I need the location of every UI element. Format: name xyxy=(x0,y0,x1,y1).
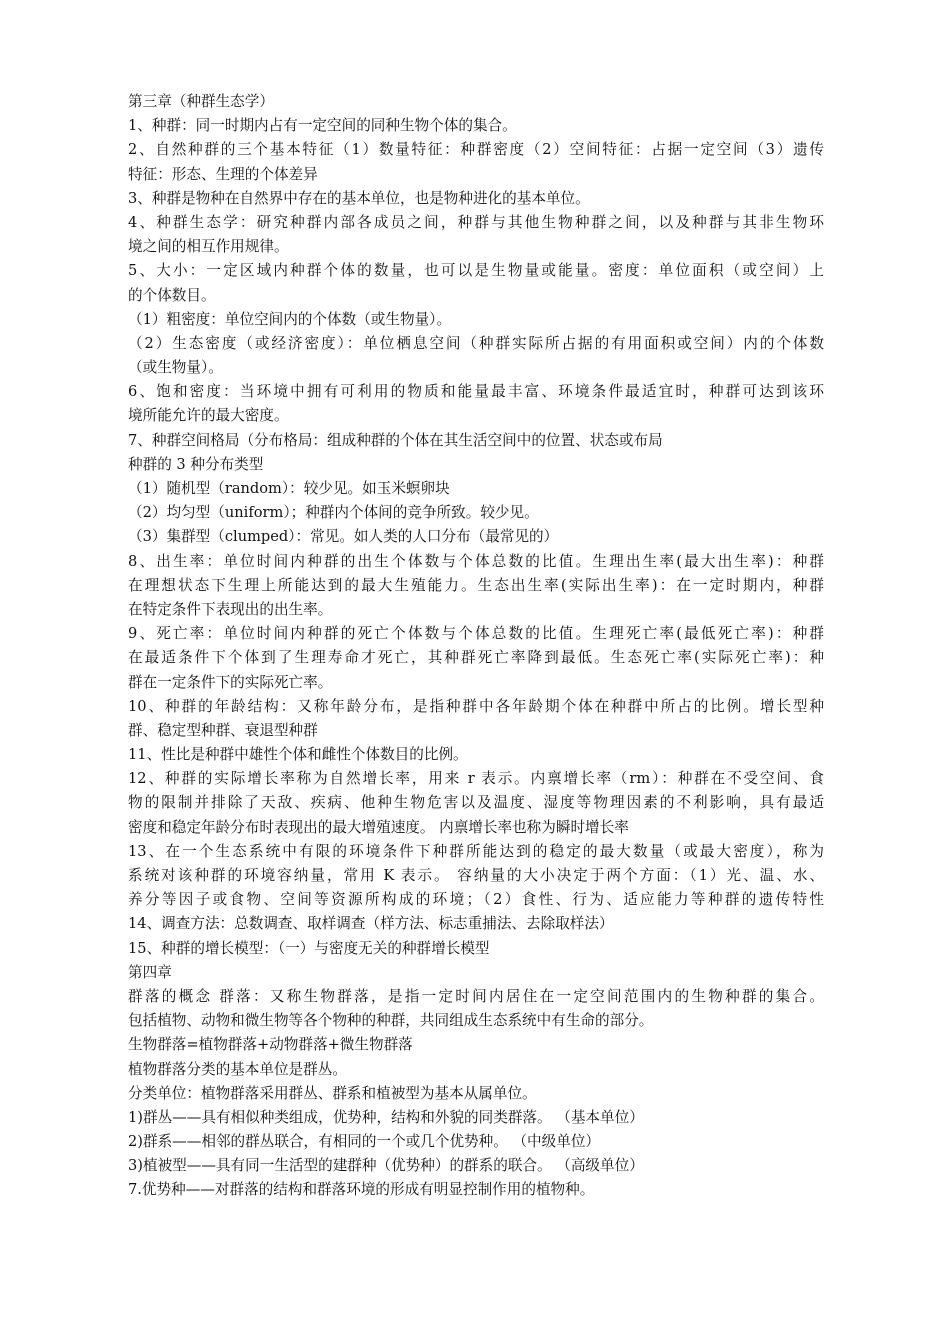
text-line: 特征：形态、生理的个体差异 xyxy=(128,165,318,183)
text-line: 系统对该种群的环境容纳量，常用 K 表示。 容纳量的大小决定于两个方面：（1）光、温、水、 xyxy=(128,867,824,884)
text-line: 在最适条件下个体到了生理寿命才死亡，其种群死亡率降到最低。生态死亡率(实际死亡率)：种 xyxy=(128,649,824,667)
text-line: （2）生态密度（或经济密度）：单位栖息空间（种群实际所占据的有用面积或空间）内的个体数 xyxy=(128,334,824,352)
text-line: 的个体数目。 xyxy=(128,286,216,304)
text-line: （3）集群型（clumped）：常见。如人类的人口分布（最常见的） xyxy=(128,528,559,546)
text-line: 生物群落=植物群落+动物群落+微生物群落 xyxy=(128,1036,413,1054)
text-line: 14、调查方法：总数调查、取样调查（样方法、标志重捕法、去除取样法） xyxy=(128,915,614,933)
text-line: 第四章 xyxy=(128,963,172,981)
text-line: （1）随机型（random）：较少见。如玉米螟卵块 xyxy=(128,480,450,497)
text-line: 5、大小：一定区域内种群个体的数量，也可以是生物量或能量。密度：单位面积（或空间）上 xyxy=(128,262,824,280)
text-line: 在特定条件下表现出的出生率。 xyxy=(128,600,333,618)
text-line: 7.优势种——对群落的结构和群落环境的形成有明显控制作用的植物种。 xyxy=(128,1181,595,1199)
text-line: 第三章（种群生态学） xyxy=(128,93,274,110)
text-line: 2、自然种群的三个基本特征（1）数量特征：种群密度（2）空间特征：占据一定空间（3）遗传 xyxy=(128,141,824,159)
text-line: 9、死亡率：单位时间内种群的死亡个体数与个体总数的比值。生理死亡率(最低死亡率)：种群 xyxy=(128,625,824,643)
text-line: 物的限制并排除了天敌、疾病、他种生物危害以及温度、湿度等物理因素的不利影响，具有最适 xyxy=(128,794,824,812)
text-line: 2)群系——相邻的群丛联合，有相同的一个或几个优势种。 （中级单位） xyxy=(128,1133,601,1151)
text-line: 11、性比是种群中雄性个体和雌性个体数目的比例。 xyxy=(128,746,468,764)
text-line: （或生物量）。 xyxy=(128,359,223,377)
text-line: 群落的概念 群落：又称生物群落，是指一定时间内居住在一定空间范围内的生物种群的集合。 xyxy=(128,987,824,1005)
text-line: 植物群落分类的基本单位是群丛。 xyxy=(128,1060,347,1078)
text-line: 12、种群的实际增长率称为自然增长率，用来 r 表示。内禀增长率（rm）：种群在不受空间、食 xyxy=(128,770,824,788)
text-line: 境所能允许的最大密度。 xyxy=(128,407,289,425)
text-line: 密度和稳定年龄分布时表现出的最大增殖速度。 内禀增长率也称为瞬时增长率 xyxy=(128,818,629,836)
text-line: （1）粗密度：单位空间内的个体数（或生物量）。 xyxy=(128,310,452,328)
document-page xyxy=(128,90,824,1203)
text-line: 分类单位：植物群落采用群丛、群系和植被型为基本从属单位。 xyxy=(128,1084,537,1102)
text-line: 境之间的相互作用规律。 xyxy=(128,238,289,256)
text-line: 6、饱和密度：当环境中拥有可利用的物质和能量最丰富、环境条件最适宜时，种群可达到该环 xyxy=(128,383,824,401)
text-line: 13、在一个生态系统中有限的环境条件下种群所能达到的稳定的最大数量（或最大密度），称为 xyxy=(128,842,824,860)
text-line: 7、种群空间格局（分布格局：组成种群的个体在其生活空间中的位置、状态或布局 xyxy=(128,431,663,449)
text-line: 在理想状态下生理上所能达到的最大生殖能力。生态出生率(实际出生率)：在一定时期内，种群 xyxy=(128,576,824,594)
text-line: 群在一定条件下的实际死亡率。 xyxy=(128,673,333,691)
text-line: 15、种群的增长模型：（一）与密度无关的种群增长模型 xyxy=(128,939,490,957)
text-line: 3、种群是物种在自然界中存在的基本单位，也是物种进化的基本单位。 xyxy=(128,189,590,207)
text-line: 群、稳定型种群、衰退型种群 xyxy=(128,721,318,739)
text-line: 4、种群生态学：研究种群内部各成员之间，种群与其他生物种群之间，以及种群与其非生物环 xyxy=(128,213,824,231)
text-line: 1)群丛——具有相似种类组成，优势种，结构和外貌的同类群落。 （基本单位） xyxy=(128,1108,644,1126)
text-line: 包括植物、动物和微生物等各个物种的种群，共同组成生态系统中有生命的部分。 xyxy=(128,1012,654,1030)
text-line: 3)植被型——具有同一生活型的建群种（优势种）的群系的联合。 （高级单位） xyxy=(128,1157,644,1175)
text-line: 种群的 3 种分布类型 xyxy=(128,455,264,473)
text-line: 8、出生率：单位时间内种群的出生个体数与个体总数的比值。生理出生率(最大出生率)：种群 xyxy=(128,552,824,570)
text-line: 10、种群的年龄结构：又称年龄分布，是指种群中各年龄期个体在种群中所占的比例。增长型种 xyxy=(128,697,824,715)
text-line: 养分等因子或食物、空间等资源所构成的环境；（2）食性、行为、适应能力等种群的遗传特性 xyxy=(128,891,824,909)
text-line: （2）均匀型（uniform）；种群内个体间的竞争所致。较少见。 xyxy=(128,504,539,522)
text-line: 1、种群：同一时期内占有一定空间的同种生物个体的集合。 xyxy=(128,117,517,135)
